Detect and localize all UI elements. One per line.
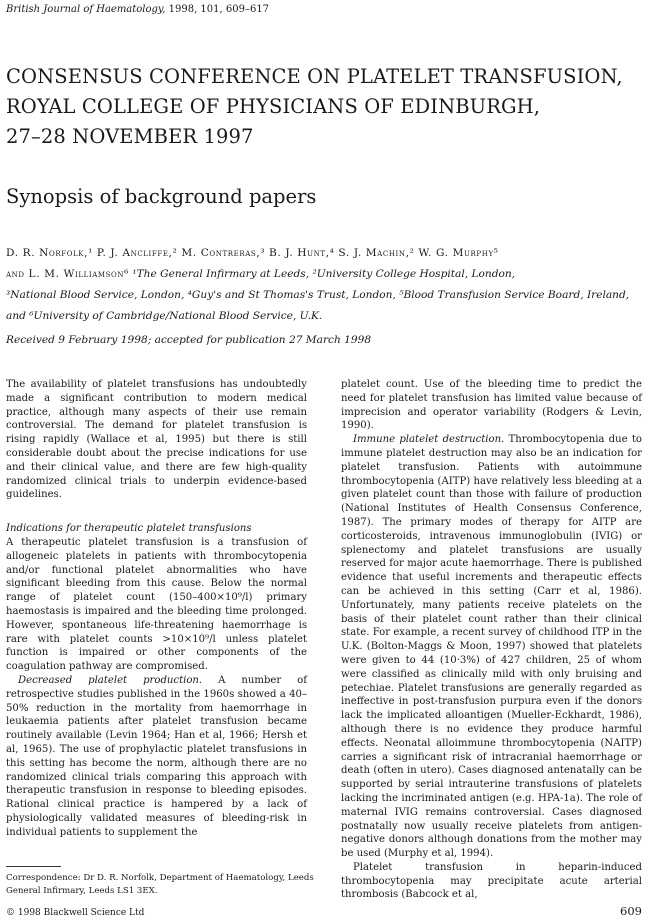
article-title [6,62,646,152]
decreased-production-paragraph [6,674,307,840]
immune-destruction-heading: Immune platelet destruction. [353,434,505,446]
decreased-production-heading: Decreased platelet production. [18,674,203,686]
author-line-2 [6,264,646,285]
received-dates: Received 9 February 1998; accepted for publication 27 March 1998 [6,334,372,346]
volume-info: 1998, 101, 609–617 [165,4,270,15]
title-line-2: ROYAL COLLEGE OF PHYSICIANS OF EDINBURGH, [6,95,541,118]
section-heading: Indications for therapeutic platelet transfusions [6,523,252,535]
journal-name: British Journal of Haematology, [6,4,166,15]
intro-paragraph: The availability of platelet transfusions has undoubtedly made a significant contribution to modern medical practice, although many aspects of their use remain controversial. The demand for platelet transfusion is rising rapidly (Wallace et al, 1995) but there is still considerable doubt about the precise indications for use and their clinical value, and there are few high-quality randomized clinical trials to underpin evidence-based guidelines. [6,379,307,501]
title-line-1: CONSENSUS CONFERENCE ON PLATELET TRANSFUSION, [6,65,623,88]
affiliation-line-2: ¹The General Infirmary at Leeds, ²University College Hospital, London, [128,268,516,280]
affiliation-line-4 [6,306,646,327]
page-number: 609 [620,904,642,918]
article-subtitle: Synopsis of background papers [6,185,317,208]
immune-destruction-paragraph [341,433,642,861]
affiliation-line-4-text: and ⁶University of Cambridge/National Blood Service, U.K. [6,310,323,322]
therapeutic-paragraph: A therapeutic platelet transfusion is a transfusion of allogeneic platelets in patients with thrombocytopenia and/or functional platelet abnormalities who have significant bleeding from this cause. Below the normal range of platelet count (150–400×10⁹/l) primary haemostasis is impaired and the bleeding time prolonged. However, spontaneous life-threatening haemorrhage is rare with platelet counts >10×10⁹/l unless platelet function is impaired or other components of the coagulation pathway are compromised. [6,536,307,673]
author-line-2-names: and L. M. Williamson⁶ [6,268,129,280]
decreased-production-text: A number of retrospective studies published in the 1960s showed a 40–50% reduction in the mortality from haemorrhage in leukaemia patients after platelet transfusion became routinely available (Levin 1964; Han et al, 1966; Hersh et al, 1965). The use of prophylactic platelet transfusions in this setting has become the norm, although there are no randomized clinical trials comparing this approach with therapeutic transfusion in response to bleeding episodes. Rational clinical practice is hampered by a lack of physiologically validated measures of bleeding-risk in individual patients to supplement the [6,674,307,838]
correspondence-note: Correspondence: Dr D. R. Norfolk, Department of Haematology, Leeds General Infirmary, Leeds LS1 3EX. [6,873,314,896]
continued-paragraph: platelet count. Use of the bleeding time to predict the need for platelet transfusion has limited value because of imprecision and operator variability (Rodgers & Levin, 1990). [341,379,642,432]
title-line-3: 27–28 NOVEMBER 1997 [6,125,254,148]
immune-destruction-text: Thrombocytopenia due to immune platelet destruction may also be an indication for platelet transfusion. Patients with autoimmune thrombocytopenia (AITP) have relatively less bleeding at a given platelet count than those with failure of production (National Institutes of Health Consensus Conference, 1987). The primary modes of therapy for AITP are corticosteroids, intravenous immunoglobulin (IVIG) or splenectomy and platelet transfusions are usually reserved for major acute haemorrhage. There is published evidence that useful increments and therapeutic effects can be achieved in this setting (Carr et al, 1986). Unfortunately, many patients receive platelets on the basis of their platelet count rather than their clinical state. For example, a recent survey of childhood ITP in the U.K. (Bolton-Maggs & Moon, 1997) showed that platelets were given to 44 (10·3%) of 427 children, 25 of whom were classified as clinically mild with only bruising and petechiae. Platelet transfusions are generally regarded as ineffective in post-transfusion purpura even if the donors lack the implicated alloantigen (Mueller-Eckhardt, 1986), although there is no evidence they produce harmful effects. Neonatal alloimmune thrombocytopenia (NAITP) carries a significant risk of intracranial haemorrhage or death (often in utero). Cases diagnosed antenatally can be supported by serial intrauterine transfusions of platelets lacking the incriminated antigen (e.g. HPA-1a). The role of maternal IVIG remains controversial. Cases diagnosed postnatally now usually receive platelets from antigen-negative donors although donations from the mother may be used (Murphy et al, 1994). [341,434,642,860]
left-column [6,378,307,840]
affiliation-line-3 [6,285,646,306]
right-column [341,378,642,902]
author-line-1: D. R. Norfolk,¹ P. J. Ancliffe,² M. Contreras,³ B. J. Hunt,⁴ S. J. Machin,² W. G. Murphy⁵ [6,247,499,259]
copyright-notice: © 1998 Blackwell Science Ltd [6,908,145,918]
footnote-rule [6,866,61,867]
author-block [6,243,646,327]
affiliation-line-3-text: ³National Blood Service, London, ⁴Guy's and St Thomas's Trust, London, ⁵Blood Transfusion Service Board, Ireland, [6,289,630,301]
journal-citation [6,4,269,15]
heparin-paragraph: Platelet transfusion in heparin-induced thrombocytopenia may precipitate acute arterial thrombosis (Babcock et al, [341,861,642,901]
